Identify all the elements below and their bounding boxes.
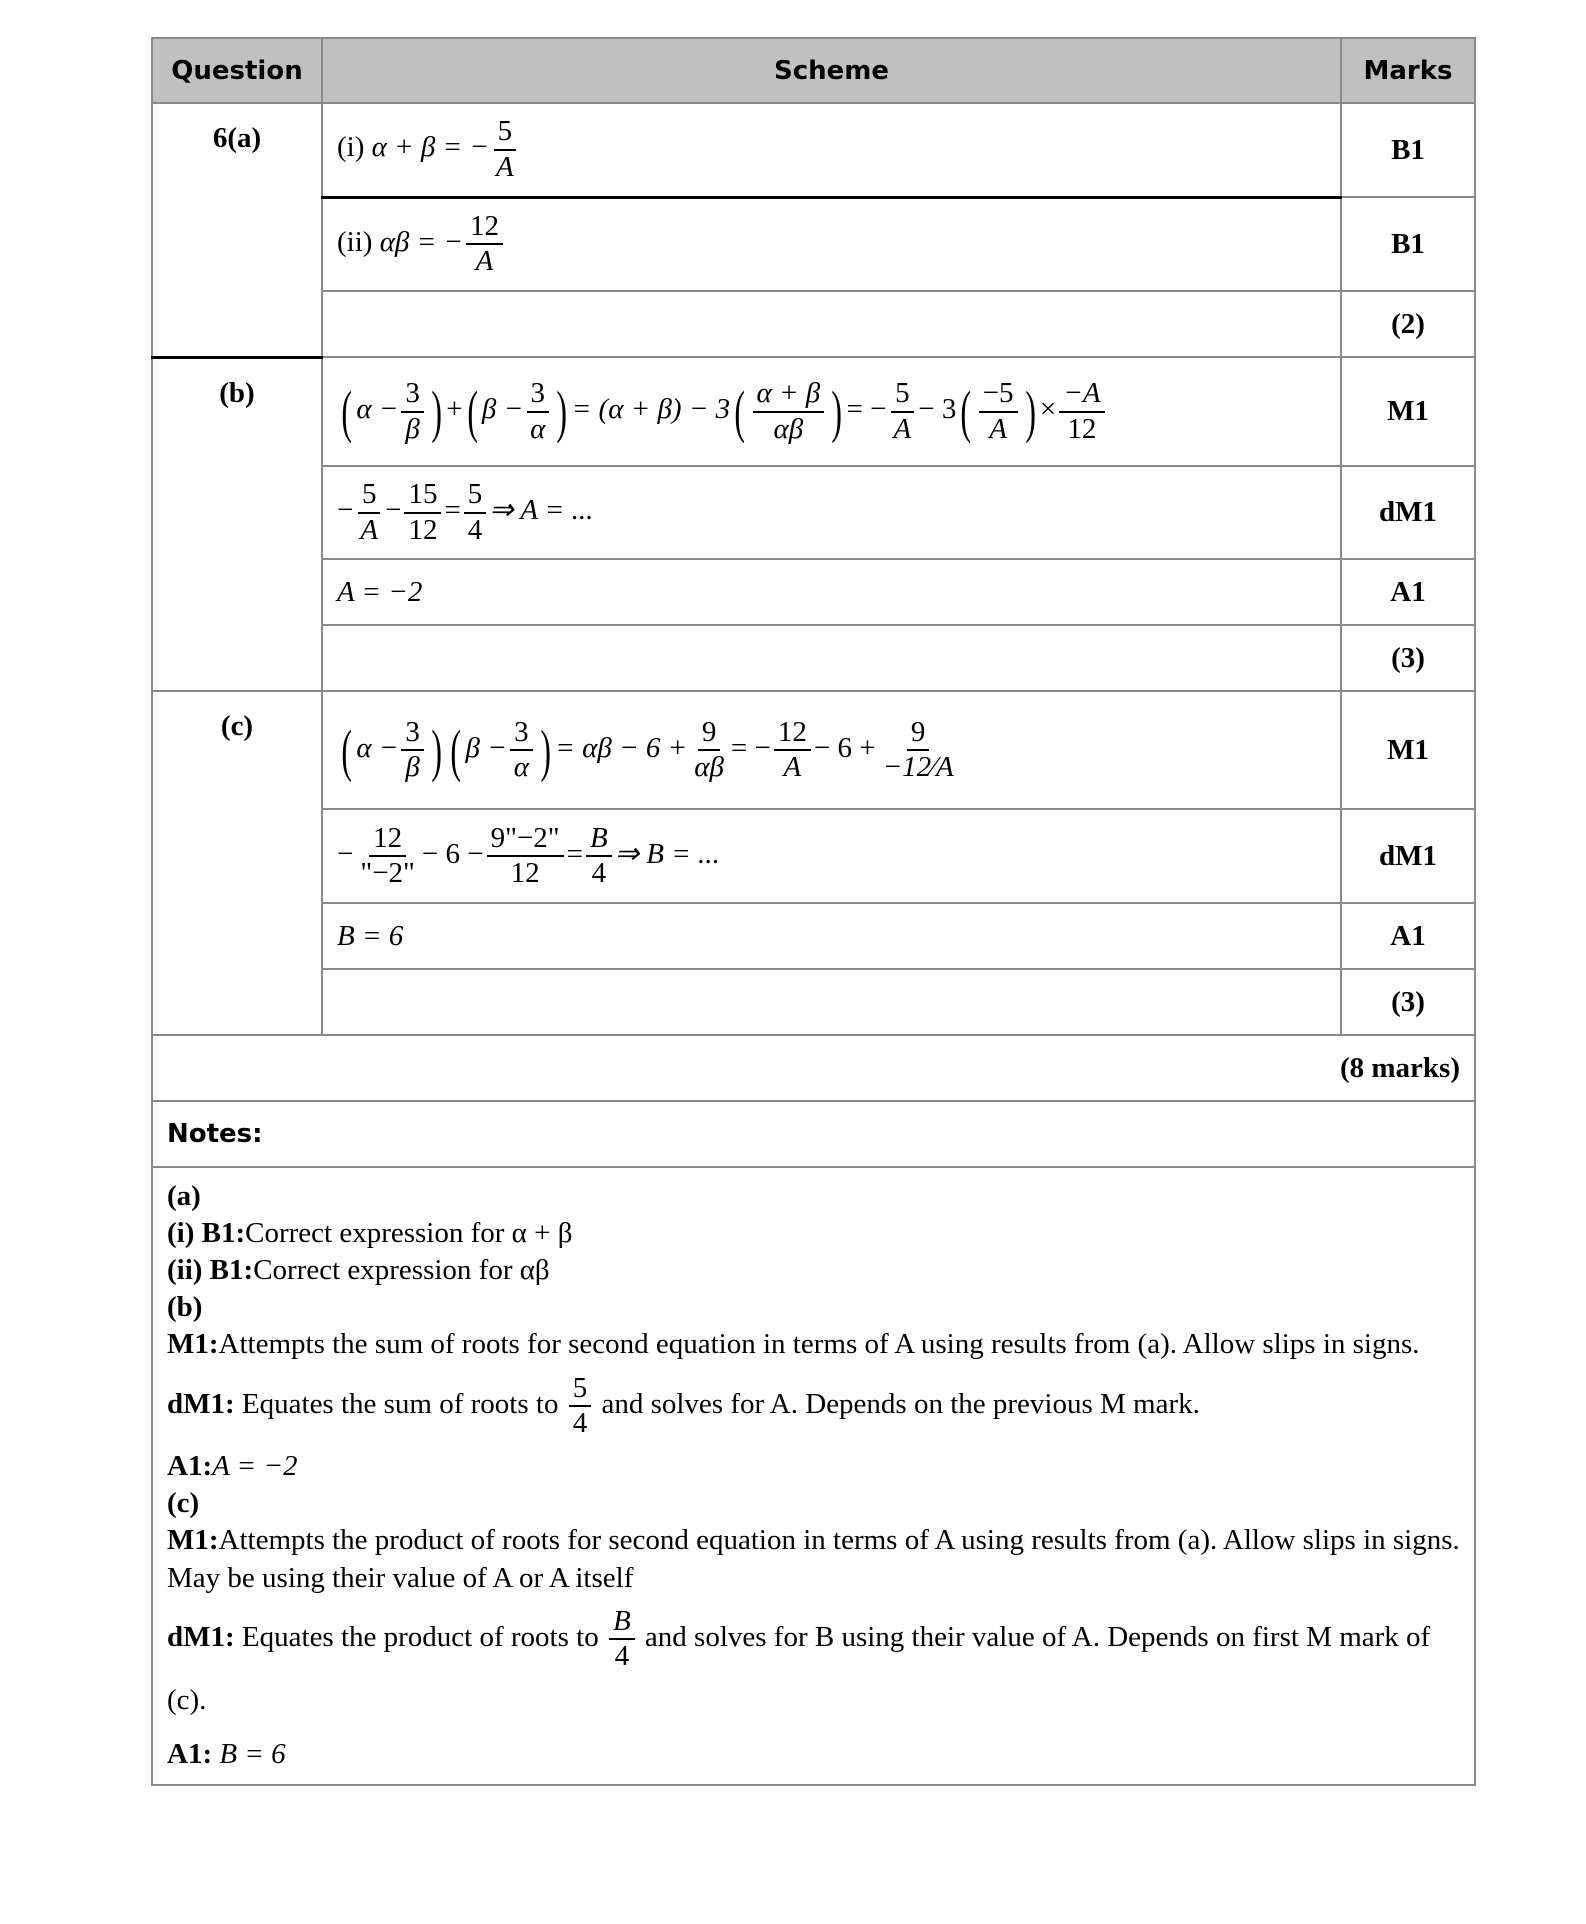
subtotal-6a: (2) bbox=[1341, 291, 1475, 357]
scheme-empty bbox=[322, 291, 1341, 357]
notes-section-c: (c) bbox=[167, 1487, 200, 1520]
fraction: $\frac{12}{A}$ bbox=[466, 210, 503, 279]
note-b-m1: M1:Attempts the sum of roots for second equation in terms of A using results from (a). Allow slips in signs. bbox=[167, 1328, 1420, 1361]
scheme-6c-dm1: − $\frac{12}{"-2"}$ − 6 − $\frac{9"-2"}{12}$ = $\frac{B}{4}$ ⇒ B = ... bbox=[322, 809, 1341, 903]
scheme-6c-m1: ( α − $\frac{3}{\beta}$ ) ( β − $\frac{3}{\alpha}$ ) = αβ − 6 + $\frac{9}{\alpha\beta}$ = − $\frac{12}{A}$ − 6 + $\frac{9}{-12⁄A}$ bbox=[322, 691, 1341, 809]
notes-body bbox=[152, 1167, 1475, 1785]
header-marks: Marks bbox=[1341, 38, 1475, 103]
note-c-a1: A1: B = 6 bbox=[167, 1738, 286, 1771]
note-c-m1: M1:Attempts the product of roots for second equation in terms of A using results from (a). Allow slips in signs. May be using their value of A or A itself bbox=[167, 1524, 1460, 1594]
scheme-6b-m1: ( α − $\frac{3}{\beta}$ ) +( β − $\frac{3}{\alpha}$ ) = (α + β) − 3( $\frac{\alpha + \beta}{\alpha\beta}$ ) = − $\frac{5}{A}$ − 3( $\frac{-5}{A}$ ) × $\frac{-A}{12}$ bbox=[322, 357, 1341, 466]
note-a-i: (i) B1:Correct expression for α + β bbox=[167, 1217, 573, 1250]
mark-scheme-table bbox=[151, 37, 1476, 1786]
notes-section-b: (b) bbox=[167, 1291, 203, 1324]
header-row bbox=[152, 38, 1475, 103]
question-label-6b: (b) bbox=[152, 357, 322, 691]
subtotal-6c: (3) bbox=[1341, 969, 1475, 1035]
part-label: (i) bbox=[337, 131, 365, 164]
mark-6b-a1: A1 bbox=[1341, 559, 1475, 625]
note-b-dm1: dM1: Equates the sum of roots to $\frac{5}{4}$ and solves for A. Depends on the previous M mark. bbox=[167, 1371, 1200, 1439]
mark-6b-m1: M1 bbox=[1341, 357, 1475, 466]
header-question: Question bbox=[152, 38, 322, 103]
question-label-6c: (c) bbox=[152, 691, 322, 1035]
notes-title: Notes: bbox=[152, 1101, 1475, 1167]
scheme-6a-ii bbox=[322, 197, 1341, 291]
note-b-a1: A1:A = −2 bbox=[167, 1450, 298, 1483]
scheme-6a-i bbox=[322, 103, 1341, 197]
mark-6c-dm1: dM1 bbox=[1341, 809, 1475, 903]
scheme-6b-a1: A = −2 bbox=[322, 559, 1341, 625]
scheme-6c-a1: B = 6 bbox=[322, 903, 1341, 969]
math: α + β = − bbox=[371, 131, 489, 164]
mark-6a-ii: B1 bbox=[1341, 197, 1475, 291]
math: αβ = − bbox=[379, 225, 463, 258]
scheme-empty bbox=[322, 625, 1341, 691]
subtotal-6b: (3) bbox=[1341, 625, 1475, 691]
mark-6c-m1: M1 bbox=[1341, 691, 1475, 809]
mark-6c-a1: A1 bbox=[1341, 903, 1475, 969]
scheme-empty bbox=[322, 969, 1341, 1035]
scheme-6b-dm1: − $\frac{5}{A}$ − $\frac{15}{12}$ = $\frac{5}{4}$ ⇒ A = ... bbox=[322, 466, 1341, 559]
header-scheme: Scheme bbox=[322, 38, 1341, 103]
note-a-ii: (ii) B1:Correct expression for αβ bbox=[167, 1254, 550, 1287]
question-label-6a: 6(a) bbox=[152, 103, 322, 357]
mark-6b-dm1: dM1 bbox=[1341, 466, 1475, 559]
part-label: (ii) bbox=[337, 225, 373, 258]
total-marks: (8 marks) bbox=[152, 1035, 1475, 1101]
mark-6a-i: B1 bbox=[1341, 103, 1475, 197]
notes-section-a: (a) bbox=[167, 1180, 201, 1212]
note-c-dm1: dM1: Equates the product of roots to $\frac{B}{4}$ and solves for B using their value of A. Depends on first M mark of (c). bbox=[167, 1604, 1431, 1717]
fraction: $\frac{5}{A}$ bbox=[492, 115, 518, 184]
